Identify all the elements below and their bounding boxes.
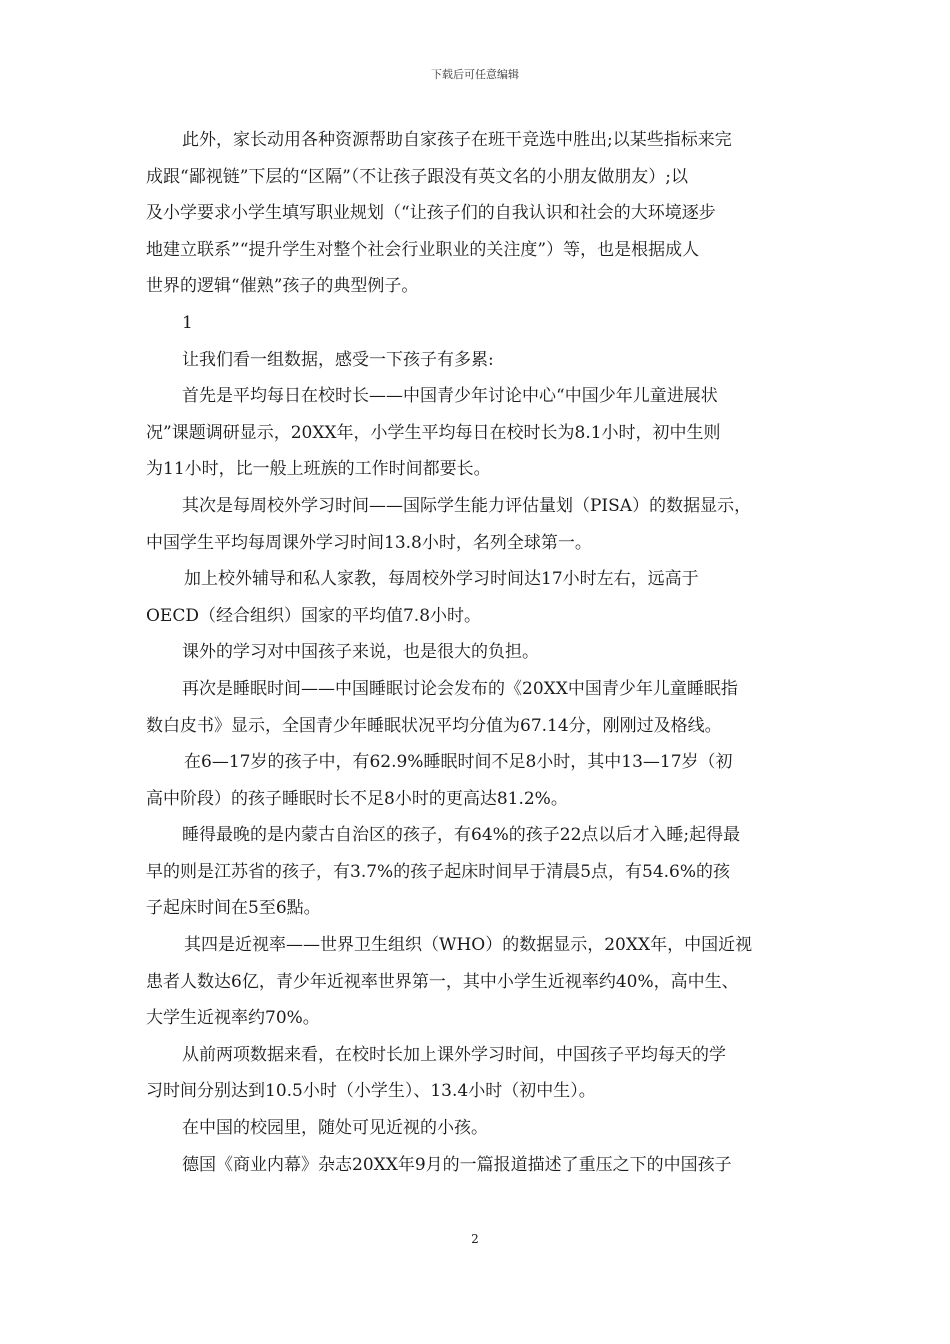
- page-number: 2: [471, 1232, 479, 1246]
- paragraph-line: 德国《商业内幕》杂志20XX年9月的一篇报道描述了重压之下的中国孩子: [182, 1154, 732, 1175]
- paragraph-4: [146, 488, 806, 561]
- paragraph-line: 首先是平均每日在校时长——中国青少年讨论中心“中国少年儿童进展状: [182, 386, 718, 407]
- paragraph-line: 况”课题调研显示，20XX年，小学生平均每日在校时长为8.1小时，初中生则: [146, 422, 721, 443]
- paragraph-line: 让我们看一组数据，感受一下孩子有多累:: [182, 349, 494, 370]
- paragraph-1: [146, 122, 806, 305]
- paragraph-line: 从前两项数据来看，在校时长加上课外学习时间，中国孩子平均每天的学: [182, 1044, 726, 1065]
- paragraph-11: [146, 1037, 806, 1110]
- paragraph-line: 其四是近视率——世界卫生组织（WHO）的数据显示，20XX年，中国近视: [184, 935, 753, 956]
- paragraph-12: [146, 1110, 806, 1147]
- paragraph-line: 再次是睡眠时间——中国睡眠讨论会发布的《20XX中国青少年儿童睡眠指: [182, 678, 738, 699]
- paragraph-line: 此外，家长动用各种资源帮助自家孩子在班干竞选中胜出;以某些指标来完: [182, 130, 732, 150]
- paragraph-line: 中国学生平均每周课外学习时间13.8小时，名列全球第一。: [146, 532, 592, 553]
- paragraph-line: OECD（经合组织）国家的平均值7.8小时。: [146, 605, 482, 626]
- paragraph-8: [146, 744, 806, 817]
- paragraph-line: 其次是每周校外学习时间——国际学生能力评估量划（PISA）的数据显示，: [182, 495, 752, 516]
- paragraph-line: 世界的逻辑“催熟”孩子的典型例子。: [146, 276, 419, 297]
- paragraph-6: [146, 634, 806, 671]
- section-number-text: 1: [182, 312, 193, 333]
- paragraph-line: 习时间分别达到10.5小时（小学生）、13.4小时（初中生）。: [146, 1081, 596, 1102]
- paragraph-line: 成跟“鄙视链”下层的“区隔”（不让孩子跟没有英文名的小朋友做朋友）;以: [146, 166, 688, 187]
- paragraph-line: 患者人数达6亿，青少年近视率世界第一，其中小学生近视率约40%，高中生、: [146, 971, 739, 992]
- paragraph-line: 及小学要求小学生填写职业规划（“让孩子们的自我认识和社会的大环境逐步: [146, 203, 716, 224]
- section-number: [146, 305, 806, 342]
- paragraph-7: [146, 671, 806, 744]
- paragraph-line: 地建立联系”“提升学生对整个社会行业职业的关注度”）等，也是根据成人: [146, 239, 700, 260]
- paragraph-line: 大学生近视率约70%。: [146, 1008, 320, 1029]
- paragraph-line: 早的则是江苏省的孩子，有3.7%的孩子起床时间早于清晨5点，有54.6%的孩: [146, 861, 731, 882]
- page-header: 下载后可任意编辑: [431, 68, 519, 81]
- paragraph-line: 睡得最晚的是内蒙古自治区的孩子，有64%的孩子22点以后才入睡;起得最: [182, 825, 741, 846]
- paragraph-line: 课外的学习对中国孩子来说，也是很大的负担。: [182, 642, 539, 663]
- paragraph-line: 加上校外辅导和私人家教，每周校外学习时间达17小时左右，远高于: [184, 569, 699, 590]
- paragraph-9: [146, 817, 806, 927]
- paragraph-5: [146, 561, 806, 634]
- paragraph-10: [146, 927, 806, 1037]
- paragraph-line: 在中国的校园里，随处可见近视的小孩。: [182, 1118, 488, 1139]
- paragraph-2: [146, 342, 806, 379]
- paragraph-3: [146, 378, 806, 488]
- paragraph-line: 子起床时间在5至6點。: [146, 898, 321, 919]
- paragraph-line: 在6—17岁的孩子中，有62.9%睡眠时间不足8小时，其中13—17岁（初: [184, 752, 733, 773]
- paragraph-line: 高中阶段）的孩子睡眠时长不足8小时的更高达81.2%。: [146, 788, 568, 809]
- paragraph-line: 为11小时，比一般上班族的工作时间都要长。: [146, 459, 491, 480]
- paragraph-13: [146, 1147, 806, 1184]
- paragraph-line: 数白皮书》显示，全国青少年睡眠状况平均分值为67.14分，刚刚过及格线。: [146, 715, 722, 736]
- document-body: [146, 122, 806, 1183]
